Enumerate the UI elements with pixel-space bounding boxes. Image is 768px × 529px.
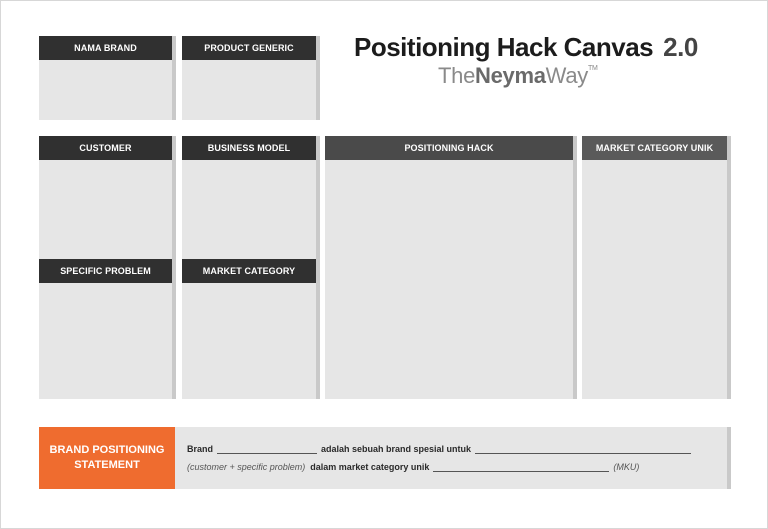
- title-version: 2.0: [663, 32, 698, 62]
- trademark: TM: [587, 65, 598, 72]
- nama-brand-box[interactable]: [39, 36, 172, 120]
- market-category-unik-header: MARKET CATEGORY UNIK: [582, 136, 727, 160]
- mku-blank[interactable]: [433, 462, 609, 472]
- brand-logo: [438, 63, 597, 89]
- positioning-hack-header: POSITIONING HACK: [325, 136, 573, 160]
- customer-header: CUSTOMER: [39, 136, 172, 160]
- statement-mku: (MKU): [613, 462, 640, 472]
- brand-blank[interactable]: [217, 444, 317, 454]
- statement-box[interactable]: [175, 427, 727, 489]
- statement-brand: Brand: [187, 444, 214, 454]
- positioning-hack-box[interactable]: [325, 136, 573, 399]
- brand-positioning-statement-label: BRAND POSITIONING STATEMENT: [39, 427, 175, 489]
- customer-blank[interactable]: [475, 444, 691, 454]
- statement-dalam: dalam market category unik: [310, 462, 430, 472]
- statement-adalah: adalah sebuah brand spesial untuk: [321, 444, 472, 454]
- product-generic-box[interactable]: [182, 36, 316, 120]
- market-category-header: MARKET CATEGORY: [182, 259, 316, 283]
- page-title: [354, 32, 698, 63]
- brand-bold: Neyma: [475, 63, 546, 88]
- nama-brand-header: NAMA BRAND: [39, 36, 172, 60]
- specific-problem-box[interactable]: [39, 259, 172, 399]
- business-model-box[interactable]: [182, 136, 316, 259]
- product-generic-header: PRODUCT GENERIC: [182, 36, 316, 60]
- specific-problem-header: SPECIFIC PROBLEM: [39, 259, 172, 283]
- brand-suffix: Way: [545, 63, 588, 88]
- business-model-header: BUSINESS MODEL: [182, 136, 316, 160]
- market-category-unik-box[interactable]: [582, 136, 727, 399]
- statement-customer-hint: (customer + specific problem): [187, 462, 306, 472]
- brand-prefix: The: [438, 63, 476, 88]
- title-main: Positioning Hack Canvas: [354, 32, 654, 62]
- statement-line-1: [187, 444, 695, 454]
- market-category-box[interactable]: [182, 259, 316, 399]
- customer-box[interactable]: [39, 136, 172, 259]
- statement-line-2: [187, 462, 639, 472]
